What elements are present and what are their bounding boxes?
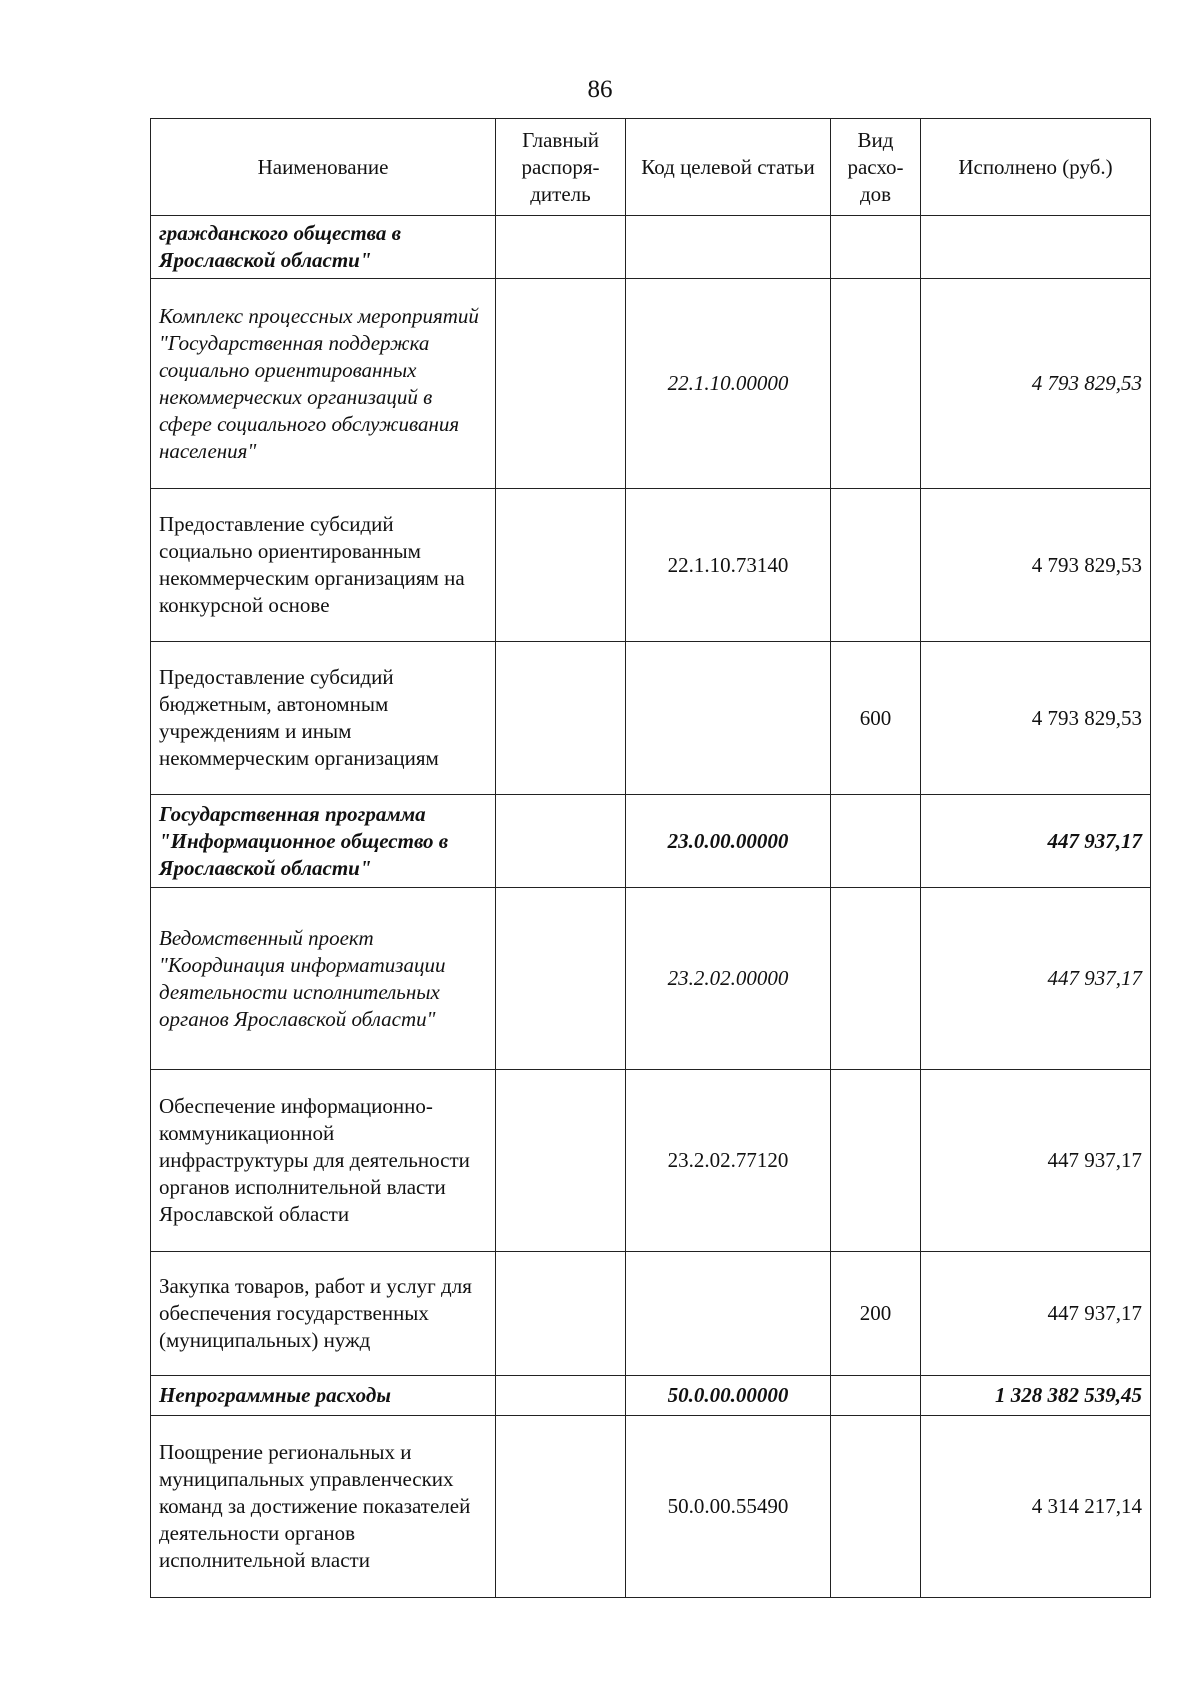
table-row xyxy=(151,642,1151,795)
header-code: Код целевой статьи xyxy=(626,119,831,216)
table-row xyxy=(151,795,1151,888)
cell-admin xyxy=(496,216,626,279)
cell-admin xyxy=(496,888,626,1070)
cell-type xyxy=(831,489,921,642)
cell-type xyxy=(831,795,921,888)
cell-code: 50.0.00.55490 xyxy=(626,1416,831,1598)
cell-name: Ведомственный проект "Координация информатизации деятельности исполнительных органов Ярославской области" xyxy=(151,888,496,1070)
cell-type: 600 xyxy=(831,642,921,795)
cell-name: Закупка товаров, работ и услуг для обеспечения государственных (муниципальных) нужд xyxy=(151,1252,496,1376)
cell-code: 50.0.00.00000 xyxy=(626,1376,831,1416)
cell-executed: 4 793 829,53 xyxy=(921,489,1151,642)
cell-executed: 4 314 217,14 xyxy=(921,1416,1151,1598)
cell-type xyxy=(831,1376,921,1416)
cell-executed: 447 937,17 xyxy=(921,795,1151,888)
table-row xyxy=(151,216,1151,279)
cell-code: 22.1.10.00000 xyxy=(626,279,831,489)
cell-admin xyxy=(496,795,626,888)
cell-code xyxy=(626,1252,831,1376)
cell-name: гражданского общества в Ярославской области" xyxy=(151,216,496,279)
table-row xyxy=(151,1252,1151,1376)
cell-code: 23.2.02.00000 xyxy=(626,888,831,1070)
cell-code xyxy=(626,216,831,279)
table-row xyxy=(151,888,1151,1070)
cell-code: 23.2.02.77120 xyxy=(626,1070,831,1252)
table-row xyxy=(151,1070,1151,1252)
header-executed: Исполнено (руб.) xyxy=(921,119,1151,216)
cell-name: Непрограммные расходы xyxy=(151,1376,496,1416)
cell-type xyxy=(831,1416,921,1598)
header-name: Наименование xyxy=(151,119,496,216)
cell-code: 22.1.10.73140 xyxy=(626,489,831,642)
cell-name: Государственная программа "Информационное общество в Ярославской области" xyxy=(151,795,496,888)
cell-admin xyxy=(496,1070,626,1252)
page-number: 86 xyxy=(587,76,613,103)
cell-executed: 447 937,17 xyxy=(921,1070,1151,1252)
expenditure-table xyxy=(150,118,1151,1598)
cell-executed: 447 937,17 xyxy=(921,1252,1151,1376)
cell-code: 23.0.00.00000 xyxy=(626,795,831,888)
cell-admin xyxy=(496,1416,626,1598)
table-row xyxy=(151,489,1151,642)
cell-admin xyxy=(496,489,626,642)
cell-admin xyxy=(496,642,626,795)
table-header-row xyxy=(151,119,1151,216)
cell-admin xyxy=(496,1376,626,1416)
cell-executed: 4 793 829,53 xyxy=(921,279,1151,489)
cell-code xyxy=(626,642,831,795)
header-admin: Главный распоря-дитель xyxy=(496,119,626,216)
cell-executed: 4 793 829,53 xyxy=(921,642,1151,795)
cell-admin xyxy=(496,279,626,489)
cell-executed: 447 937,17 xyxy=(921,888,1151,1070)
cell-type xyxy=(831,888,921,1070)
cell-type xyxy=(831,216,921,279)
cell-executed: 1 328 382 539,45 xyxy=(921,1376,1151,1416)
cell-type xyxy=(831,279,921,489)
header-type: Вид расхо-дов xyxy=(831,119,921,216)
table-row xyxy=(151,1416,1151,1598)
cell-name: Поощрение региональных и муниципальных управленческих команд за достижение показателей деятельности органов исполнительной власти xyxy=(151,1416,496,1598)
cell-name: Предоставление субсидий социально ориентированным некоммерческим организациям на конкурсной основе xyxy=(151,489,496,642)
table-row xyxy=(151,1376,1151,1416)
table-row xyxy=(151,279,1151,489)
cell-type xyxy=(831,1070,921,1252)
cell-type: 200 xyxy=(831,1252,921,1376)
cell-executed xyxy=(921,216,1151,279)
cell-name: Предоставление субсидий бюджетным, автономным учреждениям и иным некоммерческим организациям xyxy=(151,642,496,795)
cell-name: Обеспечение информационно-коммуникационной инфраструктуры для деятельности органов исполнительной власти Ярославской области xyxy=(151,1070,496,1252)
cell-name: Комплекс процессных мероприятий "Государственная поддержка социально ориентированных некоммерческих организаций в сфере социального обслуживания населения" xyxy=(151,279,496,489)
cell-admin xyxy=(496,1252,626,1376)
